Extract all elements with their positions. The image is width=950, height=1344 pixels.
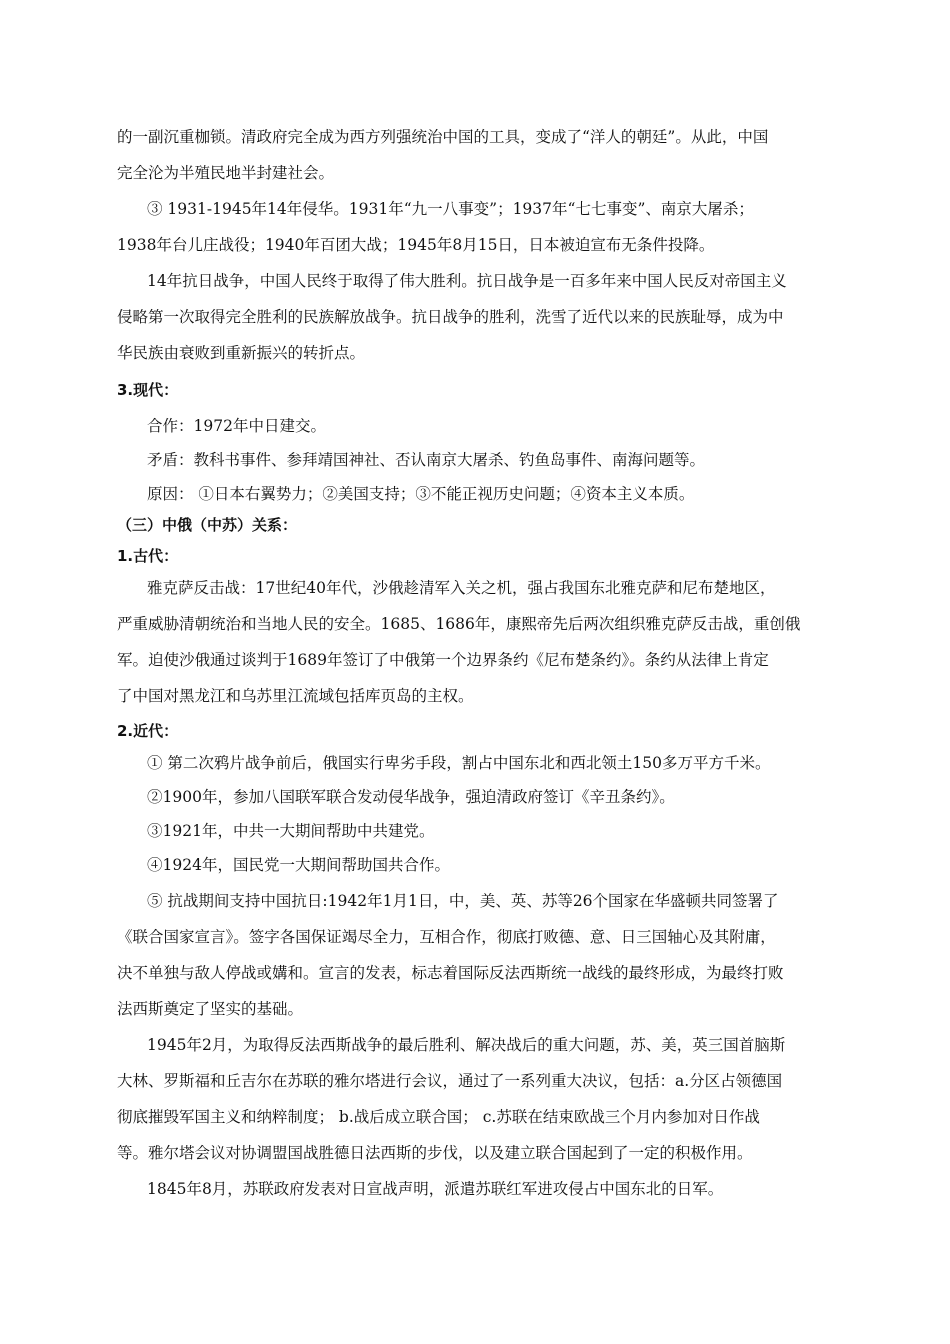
paragraph-line: ②1900年，参加八国联军联合发动侵华战争，强迫清政府签订《辛丑条约》。: [147, 788, 675, 806]
paragraph-line: 严重威胁清朝统治和当地人民的安全。1685、1686年，康熙帝先后两次组织雅克萨反击战，重创俄: [117, 615, 801, 633]
paragraph-line: 14年抗日战争，中国人民终于取得了伟大胜利。抗日战争是一百多年来中国人民反对帝国主义: [147, 272, 787, 290]
paragraph-line: 大林、罗斯福和丘吉尔在苏联的雅尔塔进行会议，通过了一系列重大决议，包括：a.分区占领德国: [117, 1072, 783, 1090]
paragraph-line: 军。迫使沙俄通过谈判于1689年签订了中俄第一个边界条约《尼布楚条约》。条约从法律上肯定: [117, 651, 769, 669]
paragraph-line: ③1921年，中共一大期间帮助中共建党。: [147, 822, 435, 840]
paragraph-line: ④1924年，国民党一大期间帮助国共合作。: [147, 856, 450, 874]
paragraph-line: ① 第二次鸦片战争前后，俄国实行卑劣手段，割占中国东北和西北领土150多万平方千米。: [147, 754, 771, 772]
paragraph-line: 原因： ①日本右翼势力；②美国支持；③不能正视历史问题；④资本主义本质。: [147, 485, 695, 503]
section-heading-recent: 2.近代：: [117, 722, 179, 740]
paragraph-line: 1938年台儿庄战役；1940年百团大战；1945年8月15日，日本被迫宣布无条件投降。: [117, 236, 715, 254]
paragraph-line: ⑤ 抗战期间支持中国抗日:1942年1月1日，中，美、英、苏等26个国家在华盛顿共同签署了: [147, 892, 779, 910]
paragraph-line: 矛盾：教科书事件、参拜靖国神社、否认南京大屠杀、钓鱼岛事件、南海问题等。: [147, 451, 706, 469]
paragraph-line: 1945年2月，为取得反法西斯战争的最后胜利、解决战后的重大问题，苏、美，英三国首脑斯: [147, 1036, 786, 1054]
paragraph-line: 华民族由衰败到重新振兴的转折点。: [117, 344, 366, 362]
paragraph-line: ③ 1931-1945年14年侵华。1931年“九一八事变”；1937年“七七事变”、南京大屠杀；: [147, 200, 754, 218]
paragraph-line: 完全沦为半殖民地半封建社会。: [117, 164, 335, 182]
section-heading-modern: 3.现代：: [117, 381, 179, 399]
paragraph-line: 法西斯奠定了坚实的基础。: [117, 1000, 304, 1018]
paragraph-line: 侵略第一次取得完全胜利的民族解放战争。抗日战争的胜利，洗雪了近代以来的民族耻辱，成为中: [117, 308, 784, 326]
paragraph-line: 合作：1972年中日建交。: [147, 417, 326, 435]
paragraph-line: 的一副沉重枷锁。清政府完全成为西方列强统治中国的工具，变成了“洋人的朝廷”。从此，中国: [117, 128, 769, 146]
paragraph-line: 等。雅尔塔会议对协调盟国战胜德日法西斯的步伐，以及建立联合国起到了一定的积极作用。: [117, 1144, 753, 1162]
paragraph-line: 了中国对黑龙江和乌苏里江流域包括库页岛的主权。: [117, 687, 474, 705]
paragraph-line: 雅克萨反击战：17世纪40年代，沙俄趁清军入关之机，强占我国东北雅克萨和尼布楚地区，: [147, 579, 776, 597]
paragraph-line: 《联合国家宣言》。签字各国保证竭尽全力，互相合作，彻底打败德、意、日三国轴心及其附庸，: [117, 928, 776, 946]
section-heading-ancient: 1.古代：: [117, 547, 179, 565]
paragraph-line: 1845年8月，苏联政府发表对日宣战声明，派遣苏联红军进攻侵占中国东北的日军。: [147, 1180, 724, 1198]
paragraph-line: 彻底摧毁军国主义和纳粹制度； b.战后成立联合国； c.苏联在结束欧战三个月内参加对日作战: [117, 1108, 760, 1126]
section-heading-sino-russian: （三）中俄（中苏）关系：: [117, 516, 298, 534]
paragraph-line: 决不单独与敌人停战或媾和。宣言的发表，标志着国际反法西斯统一战线的最终形成，为最终打败: [117, 964, 784, 982]
